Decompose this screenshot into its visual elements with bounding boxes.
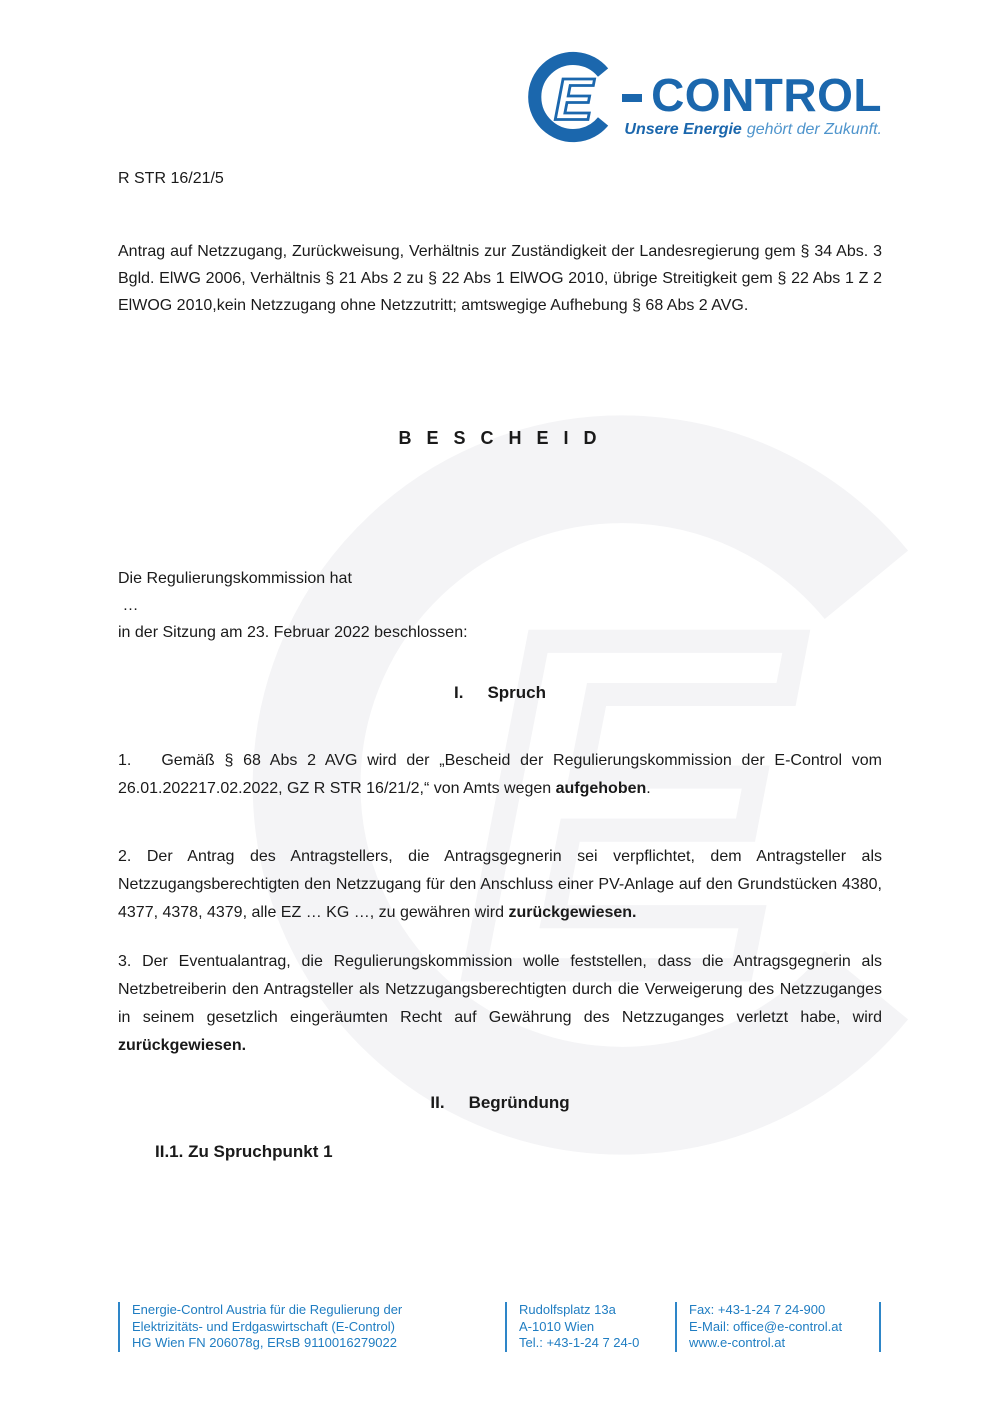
logo-row <box>118 0 882 146</box>
footer-line: Fax: +43-1-24 7 24-900 <box>689 1302 826 1317</box>
document-reference: R STR 16/21/5 <box>118 170 224 187</box>
intro-ellipsis: … <box>118 597 139 614</box>
item-text: 2. Der Antrag des Antragstellers, die Antragsgegnerin sei verpflichtet, dem Antragsteller als Netzzugangsberechtigten den Netzzugang für den Anschluss einer PV-Anlage auf den Grundstücken 4380, 4377, 4378, 4379, alle EZ … KG …, zu gewähren wird <box>118 848 882 921</box>
intro-block <box>118 565 882 646</box>
intro-line-1: Die Regulierungskommission hat <box>118 570 352 587</box>
section-number: I. <box>453 683 464 702</box>
section-heading-begruendung <box>118 1091 882 1115</box>
logo-dash-icon <box>622 94 642 102</box>
logo-brand-line <box>622 69 882 121</box>
item-number: 1. <box>118 752 132 769</box>
footer-company-column <box>118 1302 462 1352</box>
logo-brand-text: CONTROL <box>651 69 882 121</box>
spruch-item-2 <box>118 843 882 927</box>
spruch-item-1 <box>118 747 882 803</box>
logo-tagline-rest: gehört der Zukunft. <box>746 121 882 138</box>
footer-line: HG Wien FN 206078g, ERsB 9110016279022 <box>132 1335 397 1350</box>
item-bold-text: zurückgewiesen. <box>118 1037 247 1054</box>
footer-end-divider <box>879 1302 881 1352</box>
section-heading-spruch <box>118 681 882 705</box>
footer-line: A-1010 Wien <box>519 1318 595 1334</box>
section-label: Begründung <box>468 1093 570 1112</box>
subsection-heading: II.1. Zu Spruchpunkt 1 <box>155 1142 333 1161</box>
item-bold-text: aufgehoben <box>555 780 647 797</box>
logo-text-block <box>622 69 882 139</box>
footer-line: www.e-control.at <box>689 1335 786 1350</box>
footer-line: Energie-Control Austria für die Regulierung der <box>132 1302 403 1317</box>
footer-address-column <box>505 1302 674 1352</box>
spruch-item-3 <box>118 948 882 1060</box>
footer-line: Tel.: +43-1-24 7 24-0 <box>519 1335 640 1350</box>
intro-line-2: in der Sitzung am 23. Februar 2022 beschlossen: <box>118 624 468 641</box>
logo-tagline <box>622 121 882 139</box>
item-text: Gemäß § 68 Abs 2 AVG wird der „Bescheid der Regulierungskommission der E-Control vom 26.01.202217.02.2022, GZ R STR 16/21/2,“ von Amts wegen <box>118 752 882 797</box>
footer-line: Rudolfsplatz 13a <box>519 1302 616 1317</box>
econtrol-logo-mark-icon <box>526 50 620 144</box>
footer-line: E-Mail: office@e-control.at <box>689 1318 843 1334</box>
section-label: Spruch <box>487 683 546 702</box>
item-bold-text: zurückgewiesen. <box>508 904 637 921</box>
subject-paragraph: Antrag auf Netzzugang, Zurückweisung, Verhältnis zur Zuständigkeit der Landesregierung gem § 34 Abs. 3 Bgld. ElWG 2006, Verhältnis § 21 Abs 2 zu § 22 Abs 1 ElWOG 2010, übrige Streitigkeit gem § 22 Abs 1 Z 2 ElWOG 2010,kein Netzzugang ohne Netzzutritt; amtswegige Aufhebung § 68 Abs 2 AVG. <box>118 243 882 314</box>
item-text: 3. Der Eventualantrag, die Regulierungskommission wolle feststellen, dass die Antragsgegnerin als Netzbetreiberin den Antragsteller als Netzzugangsberechtigten durch die Verweigerung des Netzzuganges in seinem gesetzlich eingeräumten Recht auf Gewährung des Netzzuganges verletzt habe, wird <box>118 953 882 1026</box>
logo-tagline-bold: Unsere Energie <box>624 121 742 138</box>
item-after-text: . <box>646 780 651 797</box>
section-number: II. <box>430 1093 445 1112</box>
footer-contact-column <box>675 1302 884 1352</box>
footer-line: Elektrizitäts- und Erdgaswirtschaft (E-Control) <box>132 1318 395 1334</box>
document-title: B E S C H E I D <box>398 428 602 448</box>
econtrol-logo <box>526 50 882 146</box>
